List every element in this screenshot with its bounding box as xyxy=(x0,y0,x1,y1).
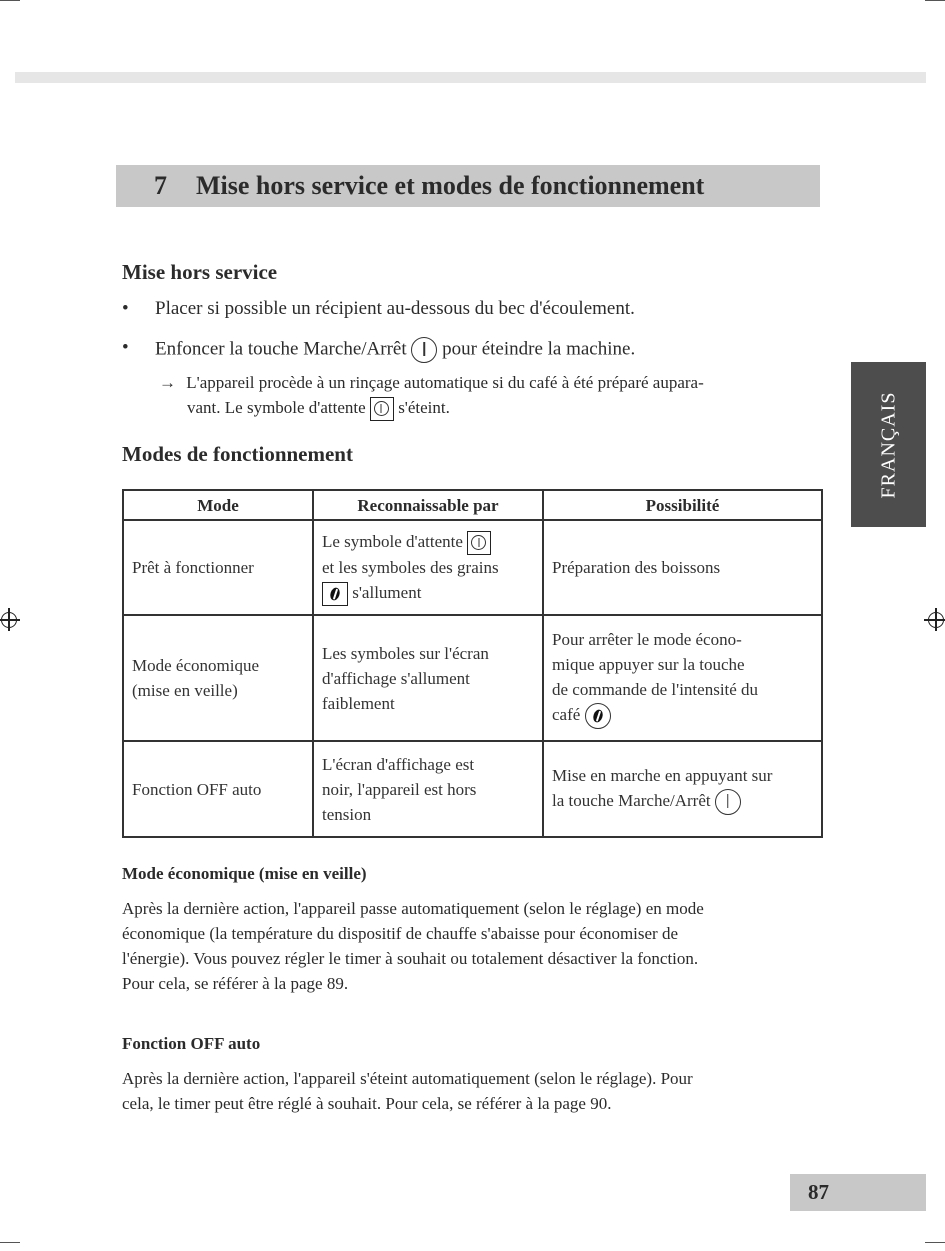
column-header: Reconnaissable par xyxy=(313,490,543,520)
table-cell: Pour arrêter le mode écono- mique appuyer sur la touche de commande de l'intensité du café xyxy=(543,615,822,741)
table-cell: Prêt à fonctionner xyxy=(123,520,313,615)
table-cell: Mise en marche en appuyant sur la touche Marche/Arrêt xyxy=(543,741,822,837)
paragraph-autooff: Après la dernière action, l'appareil s'éteint automatiquement (selon le réglage). Pour cela, le timer peut être réglé à souhait. Pour cela, se référer à la page 90. xyxy=(122,1069,693,1113)
header-rule xyxy=(15,72,926,83)
table-cell: Mode économique (mise en veille) xyxy=(123,615,313,741)
coffee-strength-icon xyxy=(585,703,611,729)
column-header: Possibilité xyxy=(543,490,822,520)
crop-mark xyxy=(0,0,20,1)
table-cell: L'écran d'affichage est noir, l'appareil est hors tension xyxy=(313,741,543,837)
result-line xyxy=(187,397,450,421)
registration-mark-icon xyxy=(928,612,944,628)
page-number: 87 xyxy=(790,1174,926,1211)
power-icon xyxy=(411,337,437,363)
chapter-title: Mise hors service et modes de fonctionnement xyxy=(196,171,705,200)
table-row xyxy=(123,741,822,837)
registration-mark-icon xyxy=(1,612,17,628)
table-cell: Fonction OFF auto xyxy=(123,741,313,837)
table-cell: Les symboles sur l'écran d'affichage s'allument faiblement xyxy=(313,615,543,741)
language-tab-label: FRANÇAIS xyxy=(877,391,899,498)
paragraph-eco: Après la dernière action, l'appareil passe automatiquement (selon le réglage) en mode économique (la température du dispositif de chauffe s'abaisse pour économiser de l'énergie). Vous pouvez régler le timer à souhait ou totalement désactiver la fonction. Pour cela, se référer à la page 89. xyxy=(122,899,704,993)
result-text: s'éteint. xyxy=(398,397,450,417)
result-line xyxy=(159,373,704,393)
column-header: Mode xyxy=(123,490,313,520)
result-text: vant. Le symbole d'attente xyxy=(187,397,366,417)
chapter-header xyxy=(116,165,820,207)
table-header-row xyxy=(123,490,822,520)
power-icon xyxy=(715,789,741,815)
section-heading-shutdown: Mise hors service xyxy=(122,260,278,284)
list-item-text: pour éteindre la machine. xyxy=(442,338,636,360)
table-row xyxy=(123,615,822,741)
subsection-heading-autooff: Fonction OFF auto xyxy=(122,1034,261,1053)
crop-mark xyxy=(925,0,945,1)
subsection-heading-eco: Mode économique (mise en veille) xyxy=(122,864,367,883)
coffee-bean-icon xyxy=(322,582,348,606)
table-row xyxy=(123,520,822,615)
crop-mark xyxy=(925,1242,945,1243)
modes-table xyxy=(122,489,823,838)
language-tab xyxy=(851,362,926,527)
standby-symbol-icon xyxy=(370,397,394,421)
standby-symbol-icon xyxy=(467,531,491,555)
list-item-text: Enfoncer la touche Marche/Arrêt xyxy=(155,338,407,360)
crop-mark xyxy=(0,1242,20,1243)
arrow-icon: → xyxy=(159,373,176,392)
table-cell: Le symbole d'attente et les symboles des grains s'allument xyxy=(313,520,543,615)
table-cell: Préparation des boissons xyxy=(543,520,822,615)
result-text: L'appareil procède à un rinçage automatique si du café à été préparé aupara- xyxy=(186,373,704,392)
section-heading-modes: Modes de fonctionnement xyxy=(122,442,353,466)
chapter-number: 7 xyxy=(154,171,167,200)
list-item-text: Placer si possible un récipient au-dessous du bec d'écoulement. xyxy=(155,298,635,319)
